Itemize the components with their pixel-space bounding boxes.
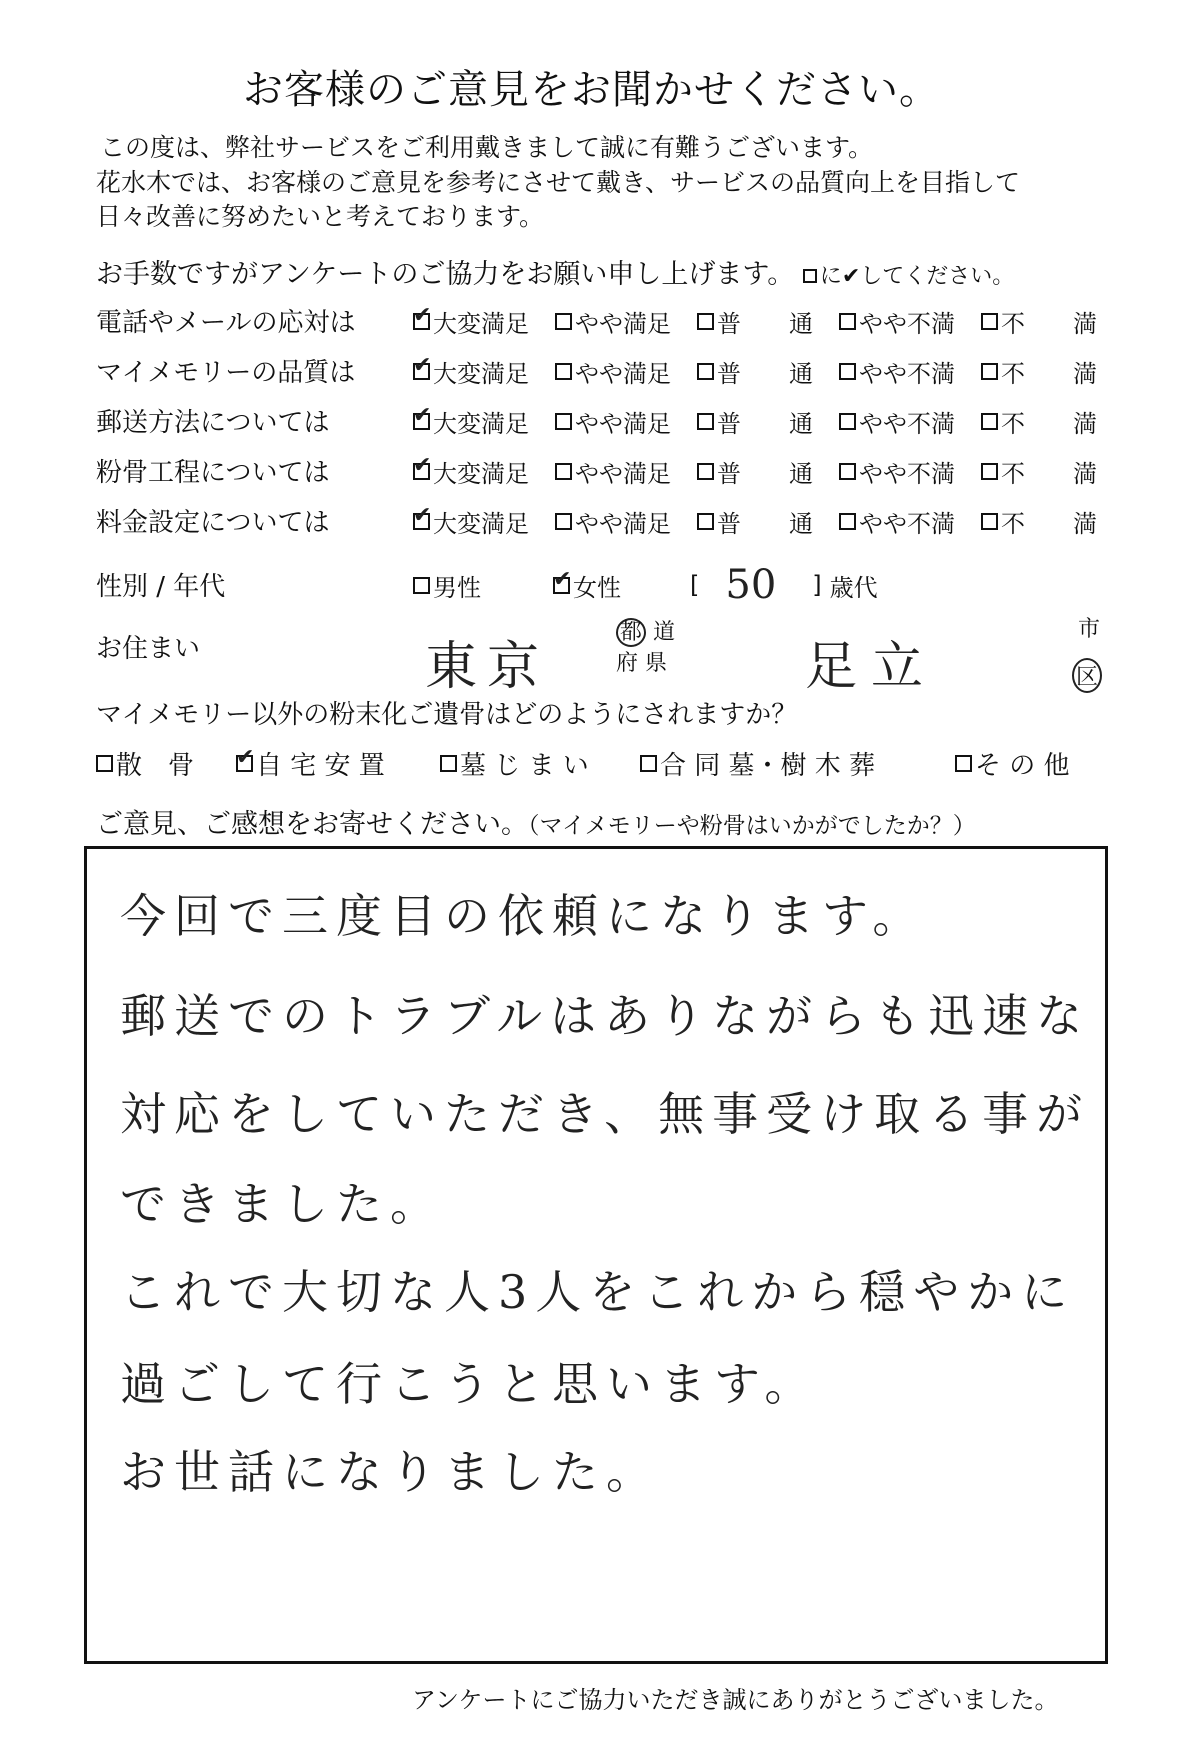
- rating-option-label: やや不満: [859, 310, 955, 338]
- rating-checkbox[interactable]: [839, 463, 856, 480]
- rating-option-label: 不 満: [1001, 410, 1097, 438]
- footer-thanks: アンケートにご協力いただき誠にありがとうございました。: [412, 1686, 1059, 1714]
- rating-checkbox[interactable]: [839, 363, 856, 380]
- comment-heading-row: [96, 802, 976, 841]
- rating-option-label: 普 通: [717, 410, 813, 438]
- rating-option[interactable]: [697, 504, 813, 539]
- remains-checkbox[interactable]: [640, 755, 657, 772]
- rating-option[interactable]: [981, 304, 1097, 339]
- rating-checkbox[interactable]: [413, 513, 430, 530]
- rating-option-label: 不 満: [1001, 460, 1097, 488]
- rating-option-label: 普 通: [717, 460, 813, 488]
- pref-option-fu: 府: [616, 651, 639, 676]
- remains-option-label: そ の 他: [975, 751, 1070, 781]
- rating-checkbox[interactable]: [697, 513, 714, 530]
- rating-option[interactable]: [555, 354, 671, 389]
- request-line: [96, 252, 1014, 291]
- rating-checkbox[interactable]: [981, 313, 998, 330]
- other-remains-question: マイメモリー以外の粉末化ご遺骨はどのようにされますか？: [96, 700, 798, 730]
- rating-option-label: 不 満: [1001, 510, 1097, 538]
- pref-option-ken: 県: [645, 651, 668, 676]
- rating-checkbox[interactable]: [839, 313, 856, 330]
- comment-line-2: 郵送でのトラブルはありながらも迅速な: [120, 989, 1091, 1043]
- remains-option-label: 合 同 墓・樹 木 葬: [660, 751, 876, 781]
- age-field[interactable]: [ 50 ] 歳代: [690, 562, 878, 608]
- rating-option[interactable]: [839, 404, 955, 439]
- rating-option-label: 不 満: [1001, 360, 1097, 388]
- remains-option[interactable]: [96, 745, 194, 782]
- remains-checkbox[interactable]: [236, 755, 253, 772]
- rating-label: 料金設定については: [96, 508, 330, 538]
- rating-checkbox[interactable]: [697, 313, 714, 330]
- rating-label: 郵送方法については: [96, 408, 330, 438]
- rating-option-label: やや不満: [859, 360, 955, 388]
- gender-age-label: 性別 / 年代: [96, 572, 226, 602]
- rating-checkbox[interactable]: [413, 313, 430, 330]
- rating-option-label: 普 通: [717, 510, 813, 538]
- comment-line-1: 今回で三度目の依頼になります。: [120, 889, 927, 943]
- rating-checkbox[interactable]: [981, 413, 998, 430]
- rating-option[interactable]: [555, 504, 671, 539]
- rating-option[interactable]: [555, 454, 671, 489]
- comment-line-6: 過ごして行こうと思います。: [120, 1357, 819, 1411]
- rating-option[interactable]: [981, 354, 1097, 389]
- rating-option[interactable]: [839, 504, 955, 539]
- rating-option[interactable]: [981, 454, 1097, 489]
- rating-checkbox[interactable]: [555, 463, 572, 480]
- intro-line-1: この度は、弊社サービスをご利用戴きまして誠に有難うございます。: [100, 133, 874, 162]
- remains-option[interactable]: [236, 745, 385, 782]
- rating-checkbox[interactable]: [555, 363, 572, 380]
- comment-subheading: （マイメモリーや粉骨はいかがでしたか？）: [528, 813, 976, 839]
- rating-option[interactable]: [981, 504, 1097, 539]
- rating-checkbox[interactable]: [981, 363, 998, 380]
- pref-option-to: 都: [616, 618, 646, 647]
- rating-checkbox[interactable]: [413, 463, 430, 480]
- remains-option-label: 散 骨: [116, 751, 195, 781]
- rating-label: マイメモリーの品質は: [96, 358, 356, 388]
- checkmark-icon: ✔: [841, 264, 861, 289]
- comment-line-7: お世話になりました。: [120, 1445, 660, 1499]
- remains-option-label: 自 宅 安 置: [256, 751, 385, 781]
- rating-option-label: 大変満足: [433, 310, 529, 338]
- remains-checkbox[interactable]: [96, 755, 113, 772]
- male-checkbox[interactable]: [413, 577, 430, 594]
- rating-option-label: 大変満足: [433, 360, 529, 388]
- gender-male-option[interactable]: 男性: [413, 568, 481, 603]
- rating-label: 電話やメールの応対は: [96, 308, 356, 338]
- city-option-shi: 市: [1078, 617, 1101, 642]
- example-checkbox-icon: [803, 269, 817, 283]
- rating-option[interactable]: [697, 354, 813, 389]
- rating-label: 粉骨工程については: [96, 458, 330, 488]
- request-text: お手数ですがアンケートのご協力をお願い申し上げます。: [96, 259, 795, 290]
- rating-option-label: やや満足: [575, 510, 671, 538]
- rating-option[interactable]: [697, 404, 813, 439]
- rating-checkbox[interactable]: [697, 413, 714, 430]
- rating-option[interactable]: [413, 454, 529, 489]
- remains-checkbox[interactable]: [440, 755, 457, 772]
- rating-option[interactable]: [413, 504, 529, 539]
- request-hint: に✔してください。: [803, 264, 1014, 289]
- age-value: 50: [725, 562, 777, 608]
- pref-option-do: 道: [653, 620, 676, 645]
- rating-option-label: やや不満: [859, 510, 955, 538]
- rating-option-label: やや満足: [575, 460, 671, 488]
- comment-heading: ご意見、ご感想をお寄せください。: [96, 809, 528, 840]
- rating-option-label: やや不満: [859, 460, 955, 488]
- comment-line-5: これで大切な人3人をこれから穏やかに: [120, 1265, 1076, 1319]
- city-option-ku: 区: [1072, 658, 1102, 693]
- page-title: お客様のご意見をお聞かせください。: [243, 67, 940, 113]
- rating-option[interactable]: [413, 354, 529, 389]
- rating-option[interactable]: [981, 404, 1097, 439]
- rating-option[interactable]: [839, 304, 955, 339]
- rating-option-label: 普 通: [717, 360, 813, 388]
- rating-checkbox[interactable]: [981, 513, 998, 530]
- intro-line-2: 花水木では、お客様のご意見を参考にさせて戴き、サービスの品質向上を目指して: [96, 168, 1021, 197]
- prefecture-value: 東京: [425, 637, 550, 697]
- rating-option[interactable]: [555, 404, 671, 439]
- rating-checkbox[interactable]: [697, 463, 714, 480]
- rating-option[interactable]: [697, 454, 813, 489]
- gender-female-option[interactable]: ✔ 女性: [553, 568, 621, 603]
- rating-checkbox[interactable]: [839, 413, 856, 430]
- rating-checkbox[interactable]: [555, 413, 572, 430]
- rating-checkbox[interactable]: [555, 313, 572, 330]
- rating-option[interactable]: [555, 304, 671, 339]
- pref-type-options: [616, 615, 675, 677]
- rating-option-label: 大変満足: [433, 410, 529, 438]
- comment-line-3: 対応をしていただき、無事受け取る事が: [120, 1087, 1091, 1141]
- remains-option[interactable]: [955, 745, 1070, 782]
- remains-option[interactable]: [440, 745, 589, 782]
- rating-checkbox[interactable]: [697, 363, 714, 380]
- rating-option-label: やや不満: [859, 410, 955, 438]
- rating-option-label: やや満足: [575, 410, 671, 438]
- female-checkbox[interactable]: [553, 577, 570, 594]
- remains-checkbox[interactable]: [955, 755, 972, 772]
- rating-option-label: 普 通: [717, 310, 813, 338]
- rating-option[interactable]: [839, 354, 955, 389]
- rating-checkbox[interactable]: [839, 513, 856, 530]
- rating-option-label: 不 満: [1001, 310, 1097, 338]
- rating-option[interactable]: [413, 404, 529, 439]
- rating-option[interactable]: [839, 454, 955, 489]
- rating-option-label: やや満足: [575, 360, 671, 388]
- comment-box[interactable]: [84, 846, 1108, 1664]
- rating-option[interactable]: [413, 304, 529, 339]
- rating-option-label: 大変満足: [433, 460, 529, 488]
- rating-checkbox[interactable]: [413, 363, 430, 380]
- rating-checkbox[interactable]: [981, 463, 998, 480]
- rating-checkbox[interactable]: [555, 513, 572, 530]
- address-label: お住まい: [96, 634, 201, 664]
- remains-option[interactable]: [640, 745, 875, 782]
- city-value: 足立: [805, 637, 938, 697]
- comment-line-4: できました。: [120, 1177, 444, 1231]
- rating-option-label: やや満足: [575, 310, 671, 338]
- remains-option-label: 墓 じ ま い: [460, 751, 589, 781]
- intro-line-3: 日々改善に努めたいと考えております。: [96, 202, 545, 231]
- rating-option-label: 大変満足: [433, 510, 529, 538]
- rating-option[interactable]: [697, 304, 813, 339]
- rating-checkbox[interactable]: [413, 413, 430, 430]
